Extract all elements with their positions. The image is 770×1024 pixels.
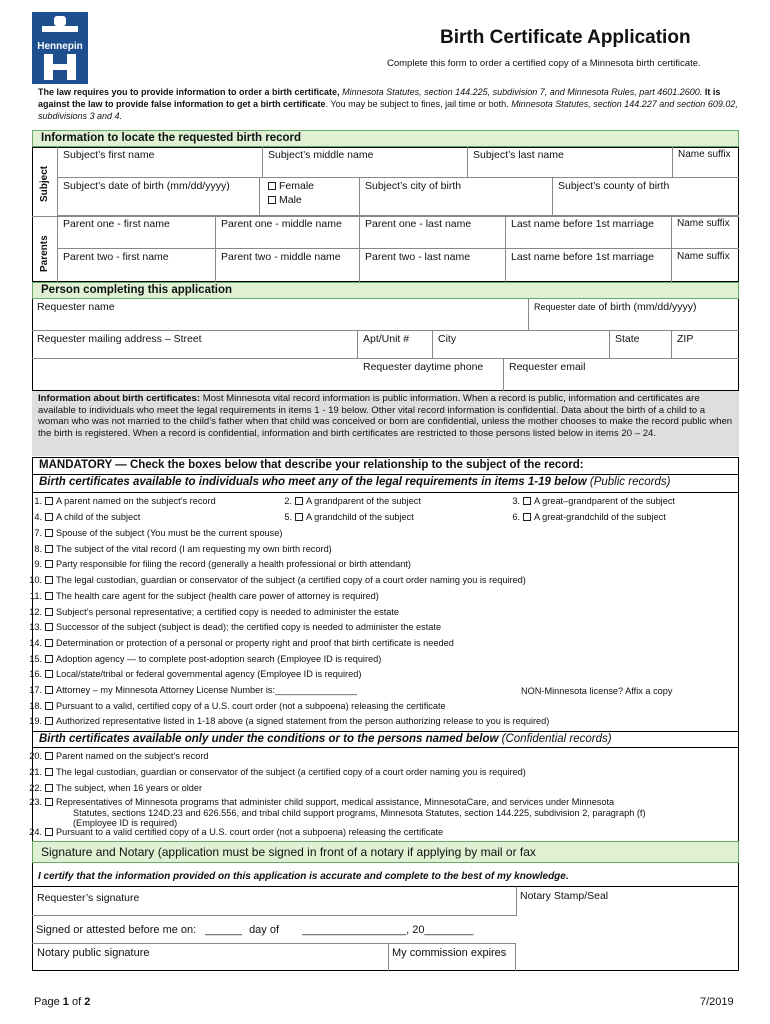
- item-label: Authorized representative listed in 1-18 above (a signed statement from the person authorizing release to you is required): [56, 716, 550, 727]
- item-label: A grandparent of the subject: [306, 496, 421, 506]
- item-checkbox[interactable]: [45, 497, 53, 505]
- parent1-suffix-field[interactable]: Name suffix: [672, 216, 739, 249]
- zip-field[interactable]: ZIP: [672, 331, 739, 359]
- page-number: [34, 996, 90, 1008]
- phone-field[interactable]: Requester daytime phone: [358, 359, 504, 391]
- page-total: 2: [84, 996, 91, 1008]
- requester-signature-field[interactable]: Requester’s signature: [32, 886, 516, 916]
- signature-heading: Signature and Notary (application must be signed in front of a notary if applying by mail or fax: [32, 841, 739, 863]
- items_public-item: [16, 496, 216, 506]
- item-number: 9.: [34, 559, 42, 570]
- item-number: 24.: [29, 827, 42, 837]
- item-checkbox[interactable]: [45, 828, 53, 836]
- notary-stamp-area: Notary Stamp/Seal: [516, 886, 739, 916]
- item-label: Local/state/tribal or federal governmental agency (Employee ID is required): [56, 669, 362, 680]
- item-checkbox[interactable]: [45, 752, 53, 760]
- male-checkbox[interactable]: [268, 196, 276, 204]
- item-label: A great–grandparent of the subject: [534, 496, 675, 506]
- intro-law: The law requires you to provide information to order a birth certificate,: [38, 87, 340, 97]
- public-heading-text: Birth certificates available to individuals who meet any of the legal requirements in items 1-19 below: [39, 476, 587, 488]
- intro-statute2: Minnesota Statutes, section 144.227 and section 609.02, subdivisions 3 and 4.: [38, 99, 738, 121]
- subject-first-name-field[interactable]: Subject’s first name: [58, 147, 263, 178]
- item-checkbox[interactable]: [45, 768, 53, 776]
- item-checkbox[interactable]: [45, 784, 53, 792]
- info-text: Most Minnesota vital record information is public information. When a record is public, information and certificates are available to individuals who meet the legal requirements in items 1 - 19 below. Other vital record information is confidential. Data about the birth of a child to a woman who was not married to the child’s father when that child was conceived or born are confidential, unless the mother chooses to make the record public when the birth is registered. When a record is confidential, information and birth certificates are restricted to those persons listed below in items 20 – 24.: [38, 393, 733, 439]
- item-checkbox[interactable]: [45, 513, 53, 521]
- subject-city-field[interactable]: Subject’s city of birth: [360, 178, 553, 216]
- parent2-middle-field[interactable]: Parent two - middle name: [216, 249, 360, 282]
- item-label: Pursuant to a valid certified copy of a U.S. court order (not a subpoena) releasing the certificate: [56, 827, 444, 837]
- item-number: 15.: [29, 653, 42, 664]
- legal-intro: [38, 86, 738, 122]
- items_public-item: [16, 638, 454, 648]
- item-label: Representatives of Minnesota programs that administer child support, medical assistance, MinnesotaCare, and services under Minnesota: [56, 797, 615, 807]
- male-label: Male: [279, 194, 302, 206]
- item-number: 18.: [29, 700, 42, 711]
- info-bold: Information about birth certificates:: [38, 393, 201, 404]
- parent1-middle-field[interactable]: Parent one - middle name: [216, 216, 360, 249]
- item-label: A grandchild of the subject: [306, 512, 414, 522]
- item-checkbox[interactable]: [523, 497, 531, 505]
- sex-choice: [260, 178, 360, 216]
- info-box: [32, 391, 739, 456]
- requester-name-field[interactable]: Requester name: [32, 299, 529, 331]
- item-number: 17.: [29, 685, 42, 695]
- item-checkbox[interactable]: [45, 655, 53, 663]
- items_public-item: [16, 528, 282, 538]
- items_public-item: [16, 591, 379, 601]
- item-label: The subject, when 16 years or older: [56, 783, 203, 793]
- item23-line3: (Employee ID is required): [73, 818, 178, 828]
- subject-middle-name-field[interactable]: Subject’s middle name: [263, 147, 468, 178]
- item-checkbox[interactable]: [45, 608, 53, 616]
- item-number: 11.: [29, 590, 42, 601]
- year-blank[interactable]: , 20________: [406, 924, 474, 936]
- subject-county-field[interactable]: Subject’s county of birth: [553, 178, 739, 216]
- item-number: 21.: [29, 767, 42, 777]
- conf-heading-text: Birth certificates available only under the conditions or to the persons named below: [39, 733, 499, 745]
- item-checkbox[interactable]: [45, 686, 53, 694]
- items_public-item: [16, 512, 140, 522]
- item-label: A parent named on the subject’s record: [56, 496, 216, 506]
- parent2-last-field[interactable]: Parent two - last name: [360, 249, 506, 282]
- public-heading: [32, 475, 739, 493]
- item-label: Adoption agency — to complete post-adoption search (Employee ID is required): [56, 653, 382, 664]
- item-number: 1.: [34, 496, 42, 506]
- item-number: 19.: [29, 716, 42, 727]
- item-label: Attorney – my Minnesota Attorney License Number is:________________: [56, 685, 357, 695]
- items_conf-item: [16, 797, 614, 807]
- city-field[interactable]: City: [433, 331, 610, 359]
- item-checkbox[interactable]: [45, 529, 53, 537]
- items_public-item: [494, 512, 666, 522]
- item-number: 12.: [29, 606, 42, 617]
- street-field[interactable]: Requester mailing address – Street: [32, 331, 358, 359]
- item-number: 6.: [512, 512, 520, 522]
- page-title: Birth Certificate Application: [440, 27, 691, 48]
- item-label: The legal custodian, guardian or conservator of the subject (a certified copy of a court order naming you is required): [56, 767, 526, 777]
- intro-warning: It is against the law to provide false information to get a birth certificate: [38, 87, 721, 109]
- item-number: 8.: [34, 543, 42, 554]
- intro-statute: Minnesota Statutes, section 144.225, subdivision 7, and Minnesota Rules, part 4601.2600.: [342, 87, 703, 97]
- parent2-suffix-field[interactable]: Name suffix: [677, 251, 730, 262]
- signed-before-label: Signed or attested before me on:: [36, 924, 197, 936]
- item-label: Successor of the subject (subject is dead); the certified copy is needed to administer the estate: [56, 622, 442, 633]
- item-checkbox[interactable]: [45, 798, 53, 806]
- item-checkbox[interactable]: [295, 513, 303, 521]
- item-checkbox[interactable]: [45, 717, 53, 725]
- item-number: 4.: [34, 512, 42, 522]
- public-tag: (Public records): [589, 476, 671, 488]
- notary-signature-field[interactable]: Notary public signature: [32, 943, 388, 971]
- requester-dob-label-small: Requester date: [534, 302, 596, 312]
- female-label: Female: [279, 180, 315, 192]
- item-label: Party responsible for filing the record (generally a health professional or birth attendant): [56, 559, 411, 570]
- item-number: 14.: [29, 637, 42, 648]
- page-current: 1: [62, 996, 69, 1008]
- conf-tag: (Confidential records): [501, 733, 612, 745]
- parent1-first-field[interactable]: Parent one - first name: [58, 216, 216, 249]
- item-label: A child of the subject: [56, 512, 141, 522]
- items_public-item: [16, 685, 357, 695]
- item-number: 10.: [29, 575, 42, 586]
- state-field[interactable]: State: [610, 331, 672, 359]
- item-label: The health care agent for the subject (health care power of attorney is required): [56, 590, 379, 601]
- item-checkbox[interactable]: [45, 670, 53, 678]
- intro-fines: . You may be subject to fines, jail time or both.: [325, 99, 509, 109]
- items_conf-item: [16, 783, 202, 793]
- item-label: The legal custodian, guardian or conservator of the subject (a certified copy of a court order naming you is required): [56, 575, 526, 586]
- item-label: Pursuant to a valid, certified copy of a U.S. court order (not a subpoena) releasing the certificate: [56, 700, 446, 711]
- page-prefix: Page: [34, 996, 60, 1008]
- items_public-item: [16, 654, 381, 664]
- email-field[interactable]: Requester email: [509, 361, 586, 373]
- parent1-maiden-field[interactable]: Last name before 1st marriage: [506, 216, 672, 249]
- item-checkbox[interactable]: [45, 702, 53, 710]
- item-number: 2.: [284, 496, 292, 506]
- item-number: 23.: [29, 797, 42, 807]
- items_public-item: [16, 669, 361, 679]
- items_public-item: [494, 496, 675, 506]
- subject-last-name-field[interactable]: Subject’s last name: [468, 147, 673, 178]
- section-requester-heading: Person completing this application: [32, 282, 739, 299]
- section-locate-heading: Information to locate the requested birth record: [32, 130, 739, 147]
- items_public-item: [266, 512, 414, 522]
- day-blank[interactable]: ______: [205, 924, 242, 936]
- non-mn-note: NON-Minnesota license? Affix a copy: [521, 686, 673, 696]
- item-checkbox[interactable]: [45, 545, 53, 553]
- certify-text: I certify that the information provided on this application is accurate and complete to the best of my knowledge.: [38, 871, 569, 882]
- items_conf-item: [16, 751, 209, 761]
- page-subtitle: Complete this form to order a certified copy of a Minnesota birth certificate.: [387, 58, 701, 69]
- confidential-heading: [32, 731, 739, 748]
- item-number: 22.: [29, 783, 42, 793]
- item-number: 3.: [512, 496, 520, 506]
- parents-label: Parents: [39, 235, 50, 272]
- mandatory-heading: MANDATORY — Check the boxes below that describe your relationship to the subject of the record:: [32, 457, 739, 475]
- parent2-first-field[interactable]: Parent two - first name: [58, 249, 216, 282]
- item-label: Subject’s personal representative; a certified copy is needed to administer the estate: [56, 606, 400, 617]
- items_conf-item: [16, 827, 443, 837]
- items_public-item: [16, 544, 332, 554]
- logo-text: Hennepin: [37, 41, 83, 52]
- parent1-last-field[interactable]: Parent one - last name: [360, 216, 506, 249]
- items_public-item: [16, 716, 549, 726]
- requester-dob-field[interactable]: [529, 299, 739, 331]
- items_public-item: [266, 496, 421, 506]
- subject-suffix-field[interactable]: Name suffix: [673, 147, 739, 178]
- day-of-label: day of: [249, 924, 280, 936]
- items_public-item: [16, 622, 441, 632]
- subject-label: Subject: [39, 165, 50, 202]
- item-checkbox[interactable]: [45, 639, 53, 647]
- items_conf-item: [16, 767, 526, 777]
- items_public-item: [16, 575, 526, 585]
- items_public-item: [16, 701, 446, 711]
- item-number: 20.: [29, 751, 42, 761]
- signed-before-line[interactable]: [36, 924, 473, 936]
- item-label: Parent named on the subject’s record: [56, 751, 209, 761]
- item-checkbox[interactable]: [45, 623, 53, 631]
- item-label: A great-grandchild of the subject: [534, 512, 666, 522]
- female-checkbox[interactable]: [268, 182, 276, 190]
- item-label: Determination or protection of a personal or property right and proof that birth certificate is needed: [56, 637, 454, 648]
- item-label: Spouse of the subject (You must be the current spouse): [56, 528, 283, 538]
- subject-dob-field[interactable]: Subject’s date of birth (mm/dd/yyyy): [58, 178, 260, 216]
- requester-dob-label: of birth (mm/dd/yyyy): [598, 301, 697, 313]
- revision-date: 7/2019: [700, 996, 734, 1008]
- commission-expires-field[interactable]: My commission expires: [388, 943, 516, 971]
- apt-field[interactable]: Apt/Unit #: [358, 331, 433, 359]
- item-number: 13.: [29, 622, 42, 633]
- month-blank[interactable]: _________________: [302, 924, 407, 936]
- item-label: The subject of the vital record (I am requesting my own birth record): [56, 543, 332, 554]
- item-number: 7.: [34, 528, 42, 538]
- item-checkbox[interactable]: [295, 497, 303, 505]
- item-number: 5.: [284, 512, 292, 522]
- item-checkbox[interactable]: [45, 560, 53, 568]
- page-of: of: [71, 996, 82, 1008]
- item23-line2: Statutes, sections 124D.23 and 626.556, and tribal child support programs, Minnesota Statutes, section 144.225, subdivision 2, paragraph (f): [73, 808, 646, 818]
- items_public-item: [16, 559, 411, 569]
- item-checkbox[interactable]: [45, 576, 53, 584]
- item-number: 16.: [29, 669, 42, 680]
- items_public-item: [16, 607, 399, 617]
- parent2-maiden-field[interactable]: Last name before 1st marriage: [506, 249, 672, 282]
- item-checkbox[interactable]: [523, 513, 531, 521]
- item-checkbox[interactable]: [45, 592, 53, 600]
